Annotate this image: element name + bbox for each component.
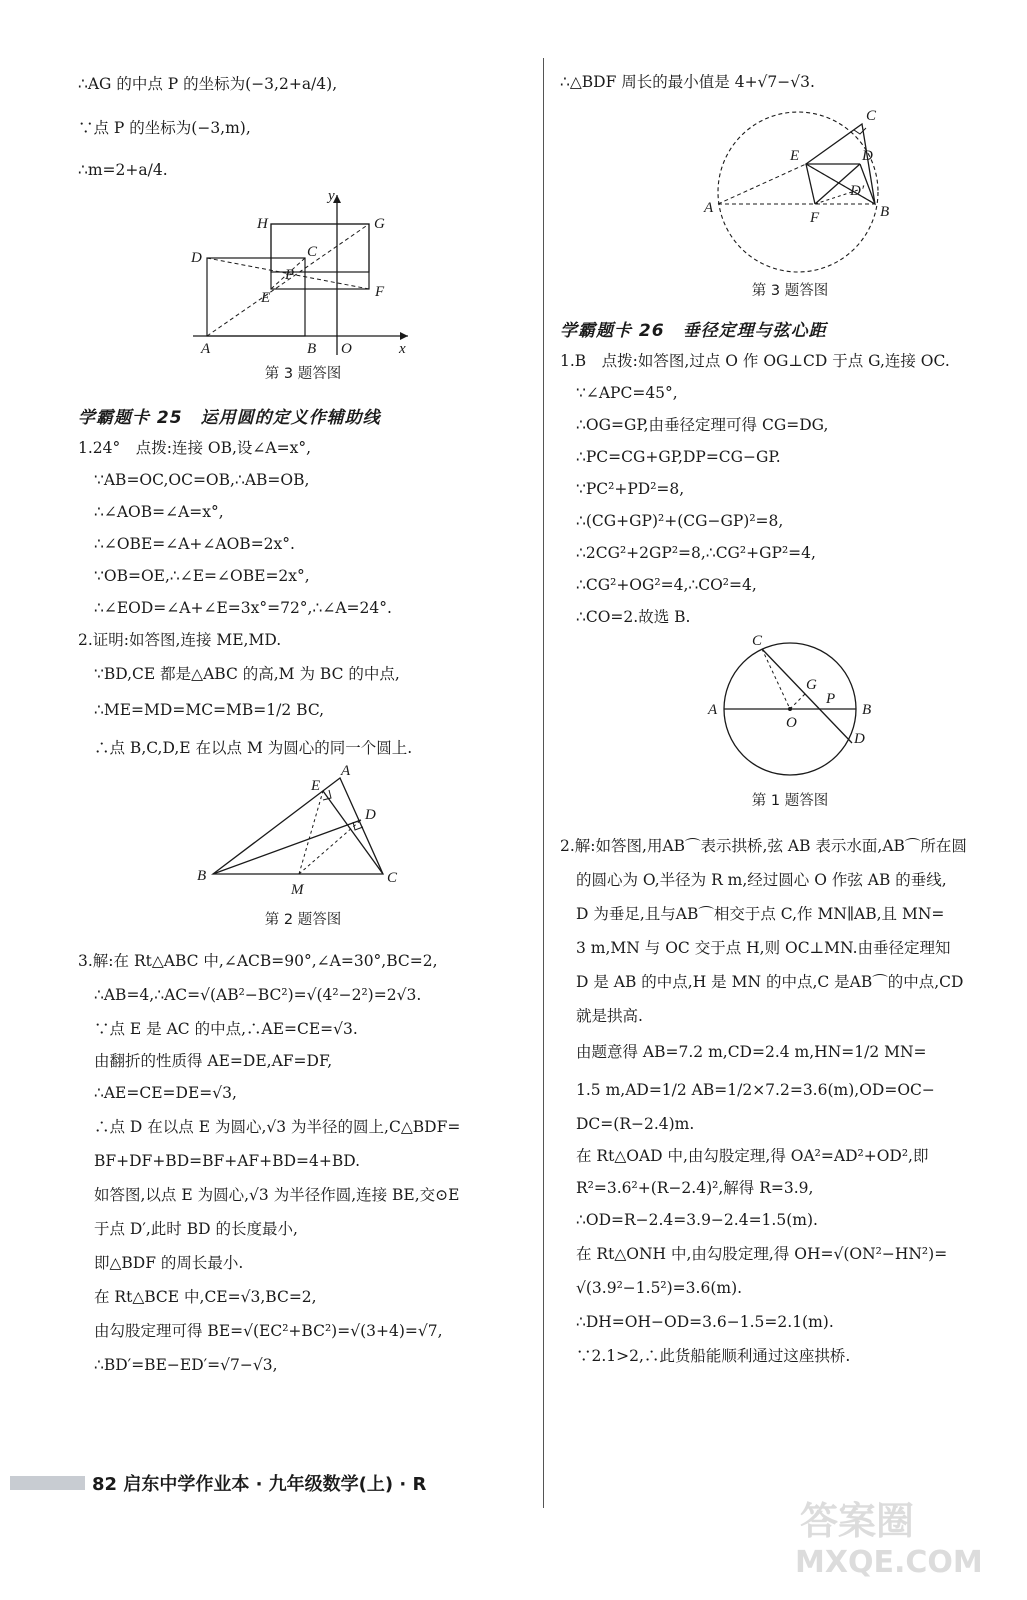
fig3a-label-d: D: [191, 250, 202, 266]
q3-line: ∴AB=4,∴AC=√(AB²−BC²)=√(4²−2²)=2√3.: [94, 986, 422, 1004]
r-q2-line: ∵2.1>2,∴此货船能顺利通过这座拱桥.: [576, 1347, 851, 1365]
r-q1-line: ∴(CG+GP)²+(CG−GP)²=8,: [576, 512, 784, 530]
footer-text: 82 启东中学作业本 · 九年级数学(上) · R: [92, 1474, 427, 1495]
figure-2-triangle: [183, 764, 423, 904]
fig2-label-a: A: [341, 764, 351, 779]
fig1-caption: 第 1 题答图: [751, 793, 829, 809]
r-q2-line: ∴DH=OH−OD=3.6−1.5=2.1(m).: [576, 1313, 834, 1331]
r-q2-line: 3 m,MN 与 OC 交于点 H,则 OC⊥MN.由垂径定理知: [576, 939, 951, 957]
r-q1-line: ∴CO=2.故选 B.: [576, 608, 691, 626]
fig1-label-g: G: [806, 677, 817, 693]
r-q2-line: 1.5 m,AD=1/2 AB=1/2×7.2=3.6(m),OD=OC−: [576, 1081, 935, 1099]
intro-line-1: ∴AG 的中点 P 的坐标为(−3,2+a/4),: [78, 75, 338, 93]
column-divider: [543, 58, 544, 1508]
r-q2-line: 就是拱高.: [576, 1007, 643, 1025]
footer-decor-bar: [10, 1476, 85, 1490]
fig3b-label-f: F: [810, 210, 820, 226]
fig3a-label-y: y: [328, 190, 335, 204]
fig1-label-d: D: [854, 731, 865, 747]
fig3a-label-x: x: [399, 341, 406, 357]
watermark-top: 答案圈: [800, 1499, 915, 1543]
right-conclusion: ∴△BDF 周长的最小值是 4+√7−√3.: [560, 73, 815, 91]
fig3b-label-d-prime: D′: [850, 183, 865, 199]
intro-line-3: ∴m=2+a/4.: [78, 161, 168, 179]
right-column: [560, 60, 1020, 1380]
q1-line: ∴∠EOD=∠A+∠E=3x°=72°,∴∠A=24°.: [94, 599, 392, 617]
r-q2-line: ∴OD=R−2.4=3.9−2.4=1.5(m).: [576, 1211, 818, 1229]
q3-line: 在 Rt△BCE 中,CE=√3,BC=2,: [94, 1288, 317, 1306]
fig3a-label-c: C: [307, 244, 318, 260]
fig2-label-b: B: [197, 868, 207, 884]
fig3a-label-o: O: [341, 341, 352, 357]
fig3b-caption: 第 3 题答图: [751, 283, 829, 299]
r-q1-line: ∴OG=GP,由垂径定理可得 CG=DG,: [576, 416, 829, 434]
fig2-label-e: E: [311, 778, 321, 794]
r-q2-line: 由题意得 AB=7.2 m,CD=2.4 m,HN=1/2 MN=: [576, 1043, 927, 1061]
intro-block: [78, 60, 528, 179]
figure-1-circle: [690, 633, 890, 783]
fig2-label-c: C: [387, 870, 398, 886]
intro-line-2: ∵点 P 的坐标为(−3,m),: [78, 119, 251, 137]
page-footer: [10, 1468, 510, 1496]
q1-line: ∵AB=OC,OC=OB,∴AB=OB,: [94, 471, 310, 489]
q1-line: ∴∠OBE=∠A+∠AOB=2x°.: [94, 535, 295, 553]
fig3a-label-a: A: [201, 341, 211, 357]
r-q2-line: R²=3.6²+(R−2.4)²,解得 R=3.9,: [576, 1179, 814, 1197]
q3-line: 由勾股定理可得 BE=√(EC²+BC²)=√(3+4)=√7,: [94, 1322, 443, 1340]
fig3a-label-g: G: [374, 216, 385, 232]
r-q1-line: ∴CG²+OG²=4,∴CO²=4,: [576, 576, 757, 594]
fig3a-label-b: B: [307, 341, 317, 357]
q2-line: 2.证明:如答图,连接 ME,MD.: [78, 631, 282, 649]
q3-line: ∴AE=CE=DE=√3,: [94, 1084, 237, 1102]
q1-line: ∴∠AOB=∠A=x°,: [94, 503, 224, 521]
q3-line: ∴BD′=BE−ED′=√7−√3,: [94, 1356, 278, 1374]
r-q2-line: 的圆心为 O,半径为 R m,经过圆心 O 作弦 AB 的垂线,: [576, 871, 947, 889]
q1-line: ∵OB=OE,∴∠E=∠OBE=2x°,: [94, 567, 310, 585]
r-q2-line: 在 Rt△OAD 中,由勾股定理,得 OA²=AD²+OD²,即: [576, 1147, 929, 1165]
section-25-heading: 学霸题卡 25 运用圆的定义作辅助线: [78, 408, 381, 428]
q2-block: [78, 630, 528, 758]
q3-line: 如答图,以点 E 为圆心,√3 为半径作圆,连接 BE,交⊙E: [94, 1186, 460, 1204]
r-q1-line: ∵∠APC=45°,: [576, 384, 678, 402]
fig1-label-b: B: [862, 702, 872, 718]
figure-3-coordinate: [183, 190, 423, 360]
r-q2-line: √(3.9²−1.5²)=3.6(m).: [576, 1279, 743, 1297]
q2-line: ∴点 B,C,D,E 在以点 M 为圆心的同一个圆上.: [94, 739, 413, 757]
fig3a-label-e: E: [261, 290, 271, 306]
fig3a-label-f: F: [375, 284, 385, 300]
q2-line: ∴ME=MD=MC=MB=1/2 BC,: [94, 701, 325, 719]
r-q2-line: D 为垂足,且与AB⌒相交于点 C,作 MN∥AB,且 MN=: [576, 905, 945, 923]
r-q1-line: ∵PC²+PD²=8,: [576, 480, 685, 498]
q1-block: [78, 438, 528, 618]
q3-line: 由翻折的性质得 AE=DE,AF=DF,: [94, 1052, 333, 1070]
fig3a-caption: 第 3 题答图: [264, 366, 342, 382]
q3-line: 3.解:在 Rt△ABC 中,∠ACB=90°,∠A=30°,BC=2,: [78, 952, 438, 970]
r-q2-line: D 是 AB 的中点,H 是 MN 的中点,C 是AB⌒的中点,CD: [576, 973, 964, 991]
r-q2-line: 在 Rt△ONH 中,由勾股定理,得 OH=√(ON²−HN²)=: [576, 1245, 948, 1263]
q3-block: [78, 951, 528, 1375]
fig2-caption: 第 2 题答图: [264, 912, 342, 928]
fig3b-label-e: E: [790, 148, 800, 164]
fig3b-label-b: B: [880, 204, 890, 220]
fig2-label-m: M: [291, 882, 304, 898]
fig1-label-p: P: [826, 691, 836, 707]
r-q2-line: 2.解:如答图,用AB⌒表示拱桥,弦 AB 表示水面,AB⌒所在圆: [560, 837, 967, 855]
q1-line: 1.24° 点拨:连接 OB,设∠A=x°,: [78, 439, 312, 457]
q3-line: ∴点 D 在以点 E 为圆心,√3 为半径的圆上,C△BDF=: [94, 1118, 461, 1136]
fig3b-label-c: C: [866, 108, 877, 124]
fig1-label-o: O: [786, 715, 797, 731]
fig2-label-d: D: [365, 807, 376, 823]
fig1-label-c: C: [752, 633, 763, 649]
fig3a-label-p: P: [285, 267, 295, 283]
r-q1-line: ∴PC=CG+GP,DP=CG−GP.: [576, 448, 781, 466]
r-q2-block: [560, 836, 1020, 1366]
r-q1-block: [560, 351, 1020, 627]
watermark-bottom: MXQE.COM: [795, 1545, 983, 1580]
q3-line: 即△BDF 的周长最小.: [94, 1254, 244, 1272]
r-q2-line: DC=(R−2.4)m.: [576, 1115, 695, 1133]
left-column: [78, 60, 528, 1389]
section-26-heading: 学霸题卡 26 垂径定理与弦心距: [560, 321, 827, 341]
figure-3-circle: [670, 100, 910, 275]
fig1-label-a: A: [708, 702, 718, 718]
q3-line: ∵点 E 是 AC 的中点,∴AE=CE=√3.: [94, 1020, 358, 1038]
fig3a-label-h: H: [257, 216, 268, 232]
q3-line: 于点 D′,此时 BD 的长度最小,: [94, 1220, 298, 1238]
r-q1-line: ∴2CG²+2GP²=8,∴CG²+GP²=4,: [576, 544, 816, 562]
q3-line: BF+DF+BD=BF+AF+BD=4+BD.: [94, 1152, 361, 1170]
q2-line: ∵BD,CE 都是△ABC 的高,M 为 BC 的中点,: [94, 665, 400, 683]
fig3b-label-d: D: [862, 148, 873, 164]
r-q1-line: 1.B 点拨:如答图,过点 O 作 OG⊥CD 于点 G,连接 OC.: [560, 352, 950, 370]
fig3b-label-a: A: [704, 200, 714, 216]
